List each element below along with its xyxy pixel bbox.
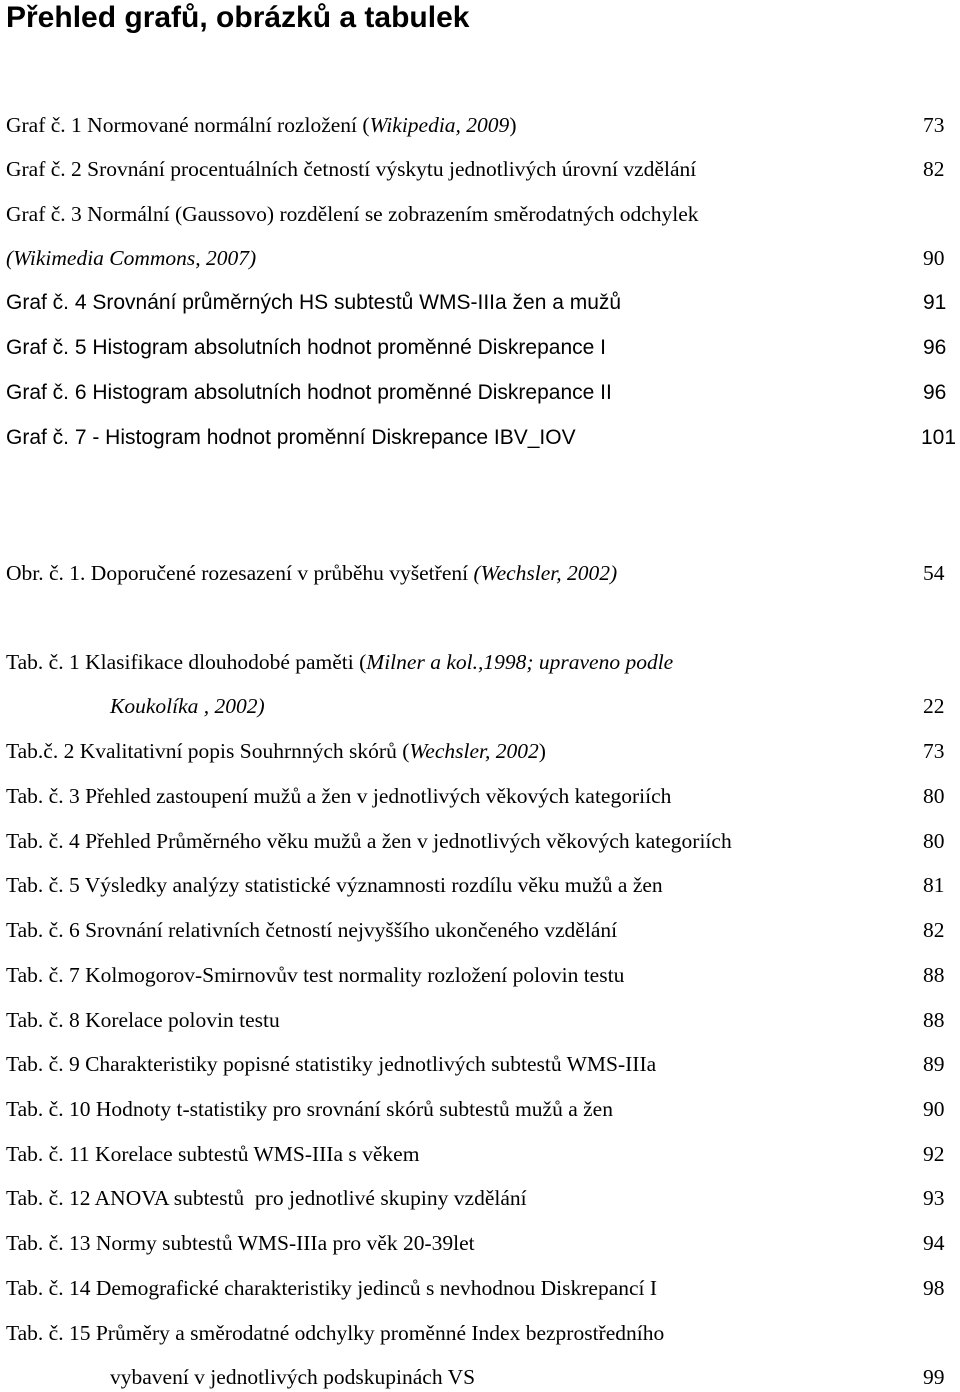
toc-entry-tab-8 — [0, 1005, 960, 1035]
entry-page-number: 82 — [923, 157, 945, 181]
toc-entry-tab-15-cont — [0, 1362, 960, 1392]
entry-page-number: 98 — [923, 1276, 945, 1300]
entry-page-number: 99 — [923, 1365, 945, 1389]
entry-text: Tab. č. 12 ANOVA subtestů pro jednotlivé skupiny vzdělání — [6, 1186, 527, 1210]
entry-text: Koukolíka , 2002) — [110, 694, 265, 718]
entry-text: Graf č. 5 Histogram absolutních hodnot proměnné Diskrepance I — [6, 336, 606, 359]
toc-entry-graf-5 — [0, 333, 960, 363]
toc-entry-tab-5 — [0, 870, 960, 900]
entry-text: Tab. č. 9 Charakteristiky popisné statistiky jednotlivých subtestů WMS-IIIa — [6, 1052, 657, 1076]
toc-entry-obr-1 — [0, 558, 960, 588]
entry-page-number: 80 — [923, 784, 945, 808]
entry-page-number: 54 — [923, 561, 945, 585]
entry-text: Tab. č. 15 Průměry a směrodatné odchylky proměnné Index bezprostředního — [6, 1321, 665, 1345]
entry-text: Graf č. 3 Normální (Gaussovo) rozdělení se zobrazením směrodatných odchylek — [6, 202, 699, 226]
entry-page-number: 90 — [923, 246, 945, 270]
toc-entry-graf-4 — [0, 288, 960, 318]
entry-text: Tab. č. 14 Demografické charakteristiky jedinců s nevhodnou Diskrepancí I — [6, 1276, 658, 1300]
toc-entry-tab-7 — [0, 960, 960, 990]
entry-page-number: 90 — [923, 1097, 945, 1121]
toc-entry-tab-13 — [0, 1228, 960, 1258]
toc-entry-tab-11 — [0, 1139, 960, 1169]
toc-entry-tab-15 — [0, 1318, 960, 1348]
entry-page-number: 92 — [923, 1142, 945, 1166]
entry-text: (Wikimedia Commons, 2007) — [6, 246, 257, 270]
entry-page-number: 82 — [923, 918, 945, 942]
entry-page-number: 101 — [921, 426, 957, 449]
entry-text: Tab.č. 2 Kvalitativní popis Souhrnných skórů (Wechsler, 2002) — [6, 739, 546, 763]
entry-page-number: 89 — [923, 1052, 945, 1076]
entry-page-number: 96 — [923, 381, 947, 404]
entry-page-number: 73 — [923, 739, 945, 763]
entry-text: Tab. č. 4 Přehled Průměrného věku mužů a žen v jednotlivých věkových kategoriích — [6, 829, 732, 853]
entry-text: Tab. č. 11 Korelace subtestů WMS-IIIa s věkem — [6, 1142, 420, 1166]
toc-entry-tab-12 — [0, 1183, 960, 1213]
toc-entry-tab-6 — [0, 915, 960, 945]
entry-page-number: 96 — [923, 336, 947, 359]
entry-text: Graf č. 2 Srovnání procentuálních četností výskytu jednotlivých úrovní vzdělání — [6, 157, 697, 181]
entry-text: Tab. č. 13 Normy subtestů WMS-IIIa pro věk 20-39let — [6, 1231, 475, 1255]
entry-text: Graf č. 7 - Histogram hodnot proměnní Diskrepance IBV_IOV — [6, 426, 576, 449]
entry-text: Tab. č. 6 Srovnání relativních četností nejvyššího ukončeného vzdělání — [6, 918, 618, 942]
entry-page-number: 88 — [923, 963, 945, 987]
entry-text: Obr. č. 1. Doporučené rozesazení v průběhu vyšetření (Wechsler, 2002) — [6, 561, 618, 585]
entry-page-number: 93 — [923, 1186, 945, 1210]
toc-entry-tab-14 — [0, 1273, 960, 1303]
entry-text: Tab. č. 7 Kolmogorov-Smirnovův test normality rozložení polovin testu — [6, 963, 625, 987]
toc-entry-graf-7 — [0, 423, 960, 453]
page-title: Přehled grafů, obrázků a tabulek — [6, 1, 470, 34]
entry-page-number: 80 — [923, 829, 945, 853]
entry-page-number: 88 — [923, 1008, 945, 1032]
entry-text: Tab. č. 5 Výsledky analýzy statistické významnosti rozdílu věku mužů a žen — [6, 873, 663, 897]
toc-entry-tab-1-cont — [0, 691, 960, 721]
entry-text: Graf č. 1 Normované normální rozložení (Wikipedia, 2009) — [6, 113, 517, 137]
entry-text: vybavení v jednotlivých podskupinách VS — [110, 1365, 476, 1389]
entry-page-number: 94 — [923, 1231, 945, 1255]
toc-entry-graf-3 — [0, 199, 960, 229]
entry-page-number: 81 — [923, 873, 945, 897]
toc-entry-tab-4 — [0, 826, 960, 856]
toc-entry-tab-10 — [0, 1094, 960, 1124]
toc-entry-tab-9 — [0, 1049, 960, 1079]
entry-page-number: 91 — [923, 291, 947, 314]
entry-text: Tab. č. 8 Korelace polovin testu — [6, 1008, 280, 1032]
toc-entry-tab-2 — [0, 736, 960, 766]
toc-entry-graf-6 — [0, 378, 960, 408]
entry-text: Tab. č. 10 Hodnoty t-statistiky pro srovnání skórů subtestů mužů a žen — [6, 1097, 613, 1121]
toc-entry-tab-3 — [0, 781, 960, 811]
entry-text: Graf č. 6 Histogram absolutních hodnot proměnné Diskrepance II — [6, 381, 612, 404]
toc-entry-graf-1 — [0, 110, 960, 140]
entry-page-number: 73 — [923, 113, 945, 137]
toc-entry-tab-1 — [0, 647, 960, 677]
toc-entry-graf-2 — [0, 154, 960, 184]
entry-text: Graf č. 4 Srovnání průměrných HS subtestů WMS-IIIa žen a mužů — [6, 291, 622, 314]
toc-entry-graf-3-cont — [0, 243, 960, 273]
entry-text: Tab. č. 3 Přehled zastoupení mužů a žen v jednotlivých věkových kategoriích — [6, 784, 672, 808]
entry-text: Tab. č. 1 Klasifikace dlouhodobé paměti (Milner a kol.,1998; upraveno podle — [6, 650, 674, 674]
entry-page-number: 22 — [923, 694, 945, 718]
